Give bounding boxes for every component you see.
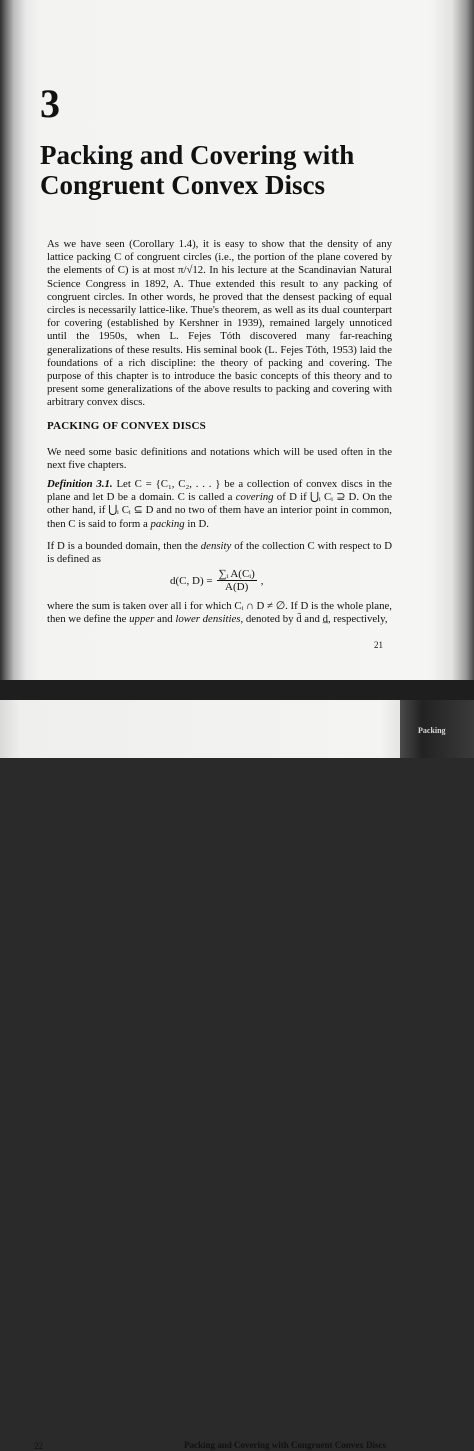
intro-paragraph: As we have seen (Corollary 1.4), it is easy to show that the density of any lattice packing C of congruent circles (i.e., the portion of the plane covered by the elements of C) is at most π/√12. In his lecture at the Scandinavian Natural Science Congress in 1892, A. Thue extended this result to any packing of congruent circles. In other words, he proved that the densest packing of equal circles is necessarily lattice-like. Thue's theorem, as well as its dual counterpart for covering (established by Kershner in 1939), remained largely unnoticed until the 1950s, when L. Fejes Tóth discovered many far-reaching generalizations of these results. His seminal book (L. Fejes Tóth, 1953) laid the foundations of a rich discipline: the theory of packing and covering. The purpose of this chapter is to introduce the basic concepts of this theory and to present some generalizations of the above results to packing and covering with arbitrary convex discs.: [47, 238, 392, 409]
density-text-b: of the collection C with respect to D is defined as: [47, 540, 393, 566]
formula-denominator: A(D): [225, 581, 249, 593]
term-density: density: [200, 540, 232, 552]
definition-text-c: in D.: [184, 517, 209, 530]
definition-text-b: of D if ⋃ᵢ Cᵢ ⊇ D. On the other hand, if ⋃ᵢ Cᵢ ⊆ D and no two of them have an interior point in common, then C is said to form a: [47, 491, 392, 530]
section-heading: PACKING OF CONVEX DISCS: [47, 420, 206, 432]
definition-text-a: Let C = {C₁, C₂, . . . } be a collection of convex discs in the plane and let D be a domain. C is called a: [47, 478, 392, 504]
formula-fraction: [217, 568, 257, 593]
next-page-number: 22: [34, 1441, 43, 1451]
closing-text-b: and: [154, 613, 176, 626]
formula-trail: ,: [260, 574, 264, 587]
density-text-a: If D is a bounded domain, then the: [47, 540, 201, 552]
term-upper: upper: [129, 613, 155, 626]
chapter-title: Packing and Covering with Congruent Convex Discs: [40, 140, 355, 200]
density-formula: [170, 568, 264, 593]
page-gap: [0, 680, 474, 700]
definition-label: Definition 3.1.: [47, 478, 113, 490]
term-covering: covering: [235, 491, 274, 504]
thumb-tab-label: Packing: [418, 726, 446, 735]
book-page-21: [0, 0, 474, 680]
page-number: 21: [374, 640, 383, 650]
formula-lhs: d(C, D) =: [170, 574, 213, 587]
formula-numerator: ∑ᵢ A(Cᵢ): [218, 568, 255, 580]
section-intro-paragraph: We need some basic definitions and notations which will be used often in the next five chapters.: [47, 446, 392, 472]
definition-paragraph: [47, 478, 392, 531]
density-paragraph: [47, 540, 392, 566]
closing-text-c: , denoted by d̄ and d̲, respectively,: [240, 613, 388, 626]
closing-paragraph: [47, 600, 392, 626]
term-lower-densities: lower densities: [175, 613, 241, 626]
running-head: Packing and Covering with Congruent Convex Discs: [184, 1440, 387, 1450]
closing-text-a: where the sum is taken over all i for which Cᵢ ∩ D ≠ ∅. If D is the whole plane, then we define the: [47, 600, 392, 626]
term-packing: packing: [150, 517, 185, 530]
chapter-number: 3: [40, 81, 60, 126]
